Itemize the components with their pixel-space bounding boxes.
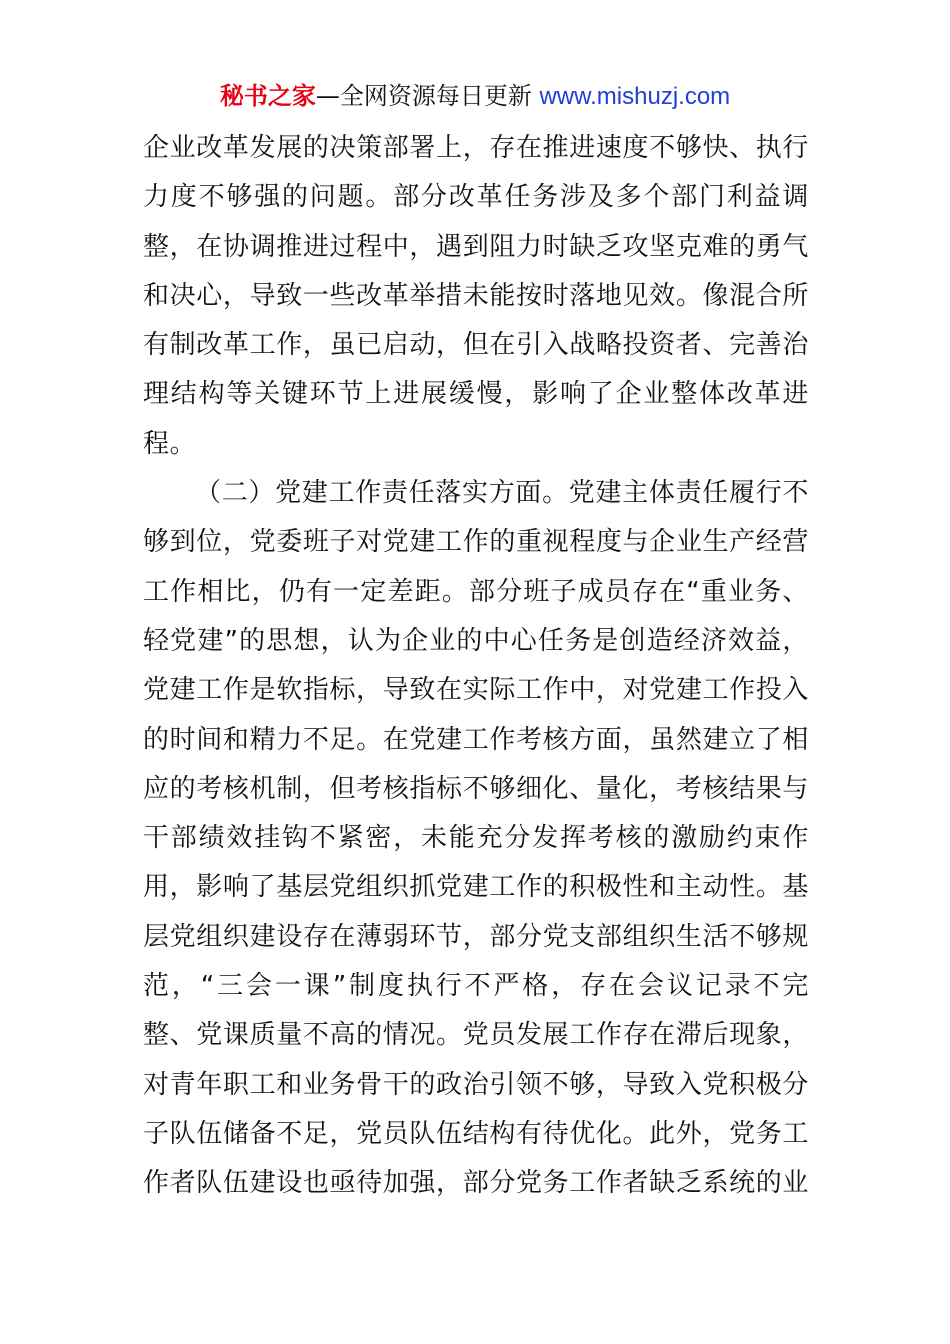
header-tagline: —全网资源每日更新 xyxy=(315,82,540,110)
text-line: 和决心，导致一些改革举措未能按时落地见效。像混合所 xyxy=(143,280,809,311)
text-line: 范，“三会一课”制度执行不严格，存在会议记录不完 xyxy=(143,971,809,1002)
text-line: 子队伍储备不足，党员队伍结构有待优化。此外，党务工 xyxy=(143,1118,809,1149)
text-line: 层党组织建设存在薄弱环节，部分党支部组织生活不够规 xyxy=(143,921,809,952)
text-line: 的时间和精力不足。在党建工作考核方面，虽然建立了相 xyxy=(143,724,809,755)
text-line: 应的考核机制，但考核指标不够细化、量化，考核结果与 xyxy=(143,773,809,804)
section-heading-line: （二）党建工作责任落实方面。党建主体责任履行不 xyxy=(195,478,809,509)
text-line: 企业改革发展的决策部署上，存在推进速度不够快、执行 xyxy=(143,133,809,163)
document-body xyxy=(143,124,809,1209)
text-line: 够到位，党委班子对党建工作的重视程度与企业生产经营 xyxy=(143,527,809,558)
text-line: 作者队伍建设也亟待加强，部分党务工作者缺乏系统的业 xyxy=(143,1168,809,1199)
header-url-link[interactable]: www.mishuzj.com xyxy=(539,83,731,110)
text-line: 整，在协调推进过程中，遇到阻力时缺乏攻坚克难的勇气 xyxy=(143,231,809,262)
page-header xyxy=(0,78,950,115)
text-line: 干部绩效挂钩不紧密，未能充分发挥考核的激励约束作 xyxy=(143,823,809,854)
text-line: 理结构等关键环节上进展缓慢，影响了企业整体改革进 xyxy=(143,379,809,410)
text-line: 整、党课质量不高的情况。党员发展工作存在滞后现象， xyxy=(143,1020,809,1051)
text-line: 轻党建”的思想，认为企业的中心任务是创造经济效益， xyxy=(143,625,809,656)
text-line: 力度不够强的问题。部分改革任务涉及多个部门利益调 xyxy=(143,182,809,213)
text-line: 工作相比，仍有一定差距。部分班子成员存在“重业务、 xyxy=(143,576,809,607)
header-brand: 秘书之家 xyxy=(219,82,316,110)
text-line: 有制改革工作，虽已启动，但在引入战略投资者、完善治 xyxy=(143,330,809,361)
text-line: 程。 xyxy=(143,428,197,459)
text-line: 党建工作是软指标，导致在实际工作中，对党建工作投入 xyxy=(143,675,809,706)
text-line: 用，影响了基层党组织抓党建工作的积极性和主动性。基 xyxy=(143,872,809,903)
text-line: 对青年职工和业务骨干的政治引领不够，导致入党积极分 xyxy=(143,1069,809,1100)
